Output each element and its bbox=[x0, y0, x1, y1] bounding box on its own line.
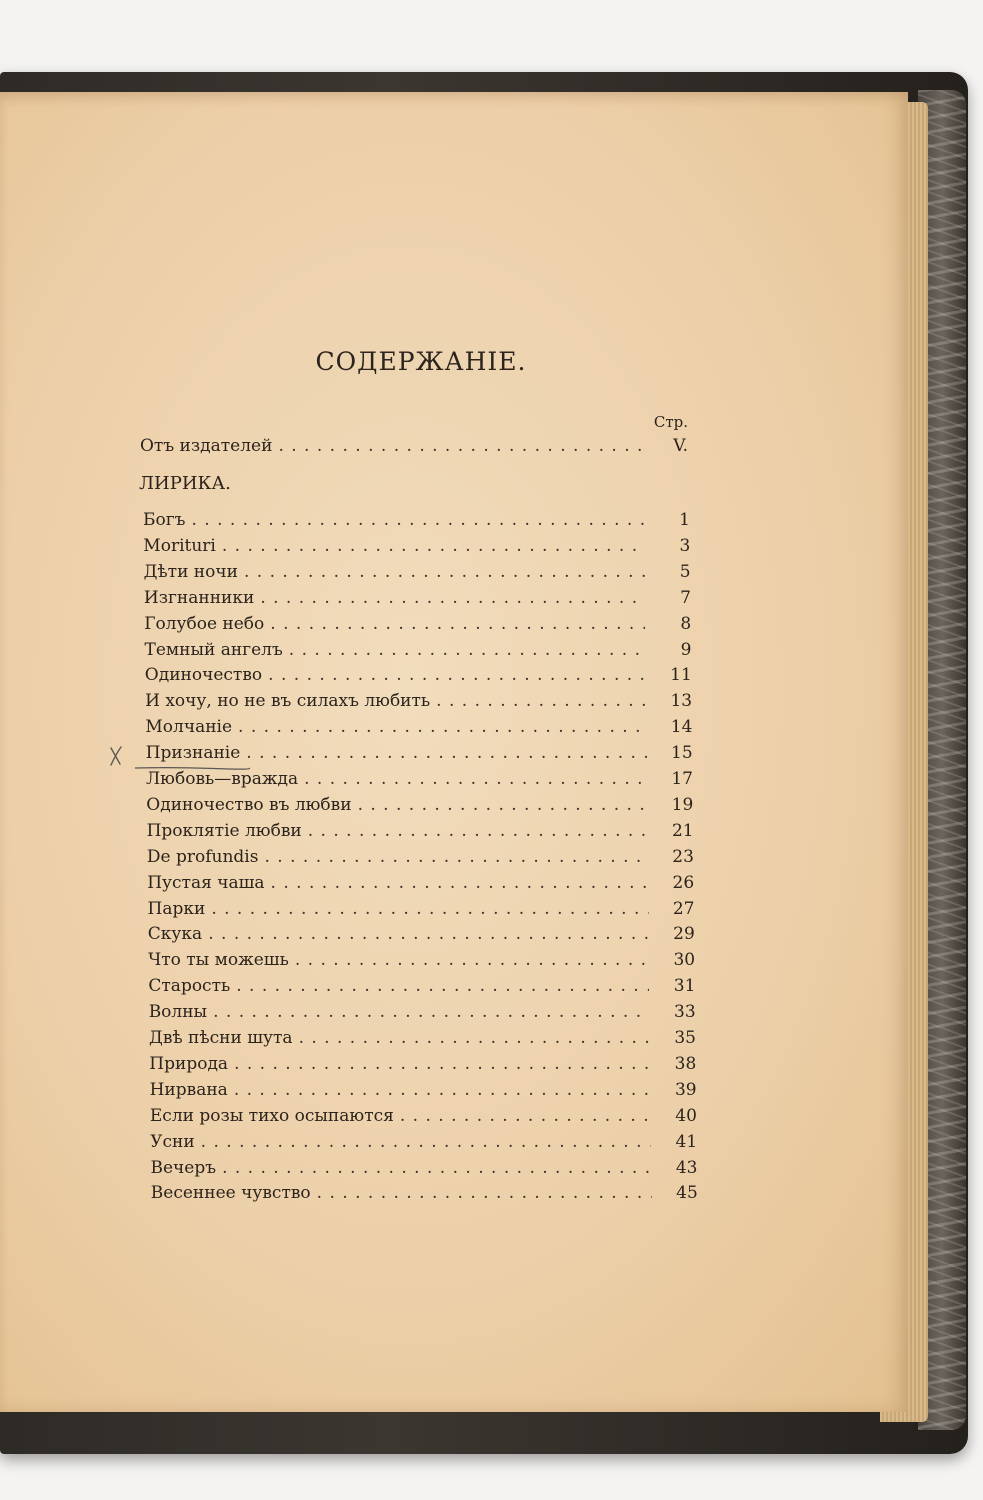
toc-entry-title: Проклятіе любви bbox=[146, 820, 302, 841]
toc-entry bbox=[150, 1132, 697, 1156]
toc-entry-title: Богъ bbox=[143, 510, 186, 530]
toc-entry bbox=[145, 665, 692, 689]
toc-entry-page: 40 bbox=[675, 1105, 697, 1126]
toc-entry-page: 39 bbox=[674, 1079, 697, 1100]
section-heading: ЛИРИКА. bbox=[139, 473, 231, 494]
toc-entry-title: Весеннее чувство bbox=[150, 1183, 311, 1204]
dot-leader bbox=[299, 1028, 650, 1048]
toc-entry-title: Волны bbox=[148, 1002, 208, 1023]
toc-entry-title: Одиночество въ любви bbox=[146, 794, 352, 815]
toc-entry bbox=[144, 614, 691, 638]
toc-entry-page: V. bbox=[673, 436, 688, 456]
toc-entry bbox=[151, 1158, 698, 1182]
toc-entry-title: Молчаніе bbox=[145, 717, 233, 738]
dot-leader bbox=[436, 691, 646, 711]
dot-leader bbox=[191, 510, 644, 530]
toc-entry-page: 23 bbox=[672, 846, 694, 867]
toc-entry bbox=[144, 588, 691, 612]
pencil-mark-icon bbox=[108, 744, 124, 768]
pencil-underline bbox=[134, 766, 250, 770]
toc-entry bbox=[148, 924, 695, 948]
toc-entry-title: Любовь—вражда bbox=[146, 769, 299, 789]
toc-entry bbox=[150, 1080, 697, 1104]
dot-leader bbox=[270, 614, 645, 634]
toc-entry-title: Голубое небо bbox=[144, 613, 265, 634]
toc-entry-page: 19 bbox=[671, 794, 694, 815]
toc-entry bbox=[149, 1054, 696, 1078]
dot-leader bbox=[222, 536, 644, 556]
toc-entry-title: Парки bbox=[147, 898, 206, 919]
toc-entry-title: Отъ издателей bbox=[140, 436, 273, 456]
page-title: СОДЕРЖАНІЕ. bbox=[315, 347, 527, 376]
toc-entry bbox=[147, 821, 694, 845]
toc-entry-title: Скука bbox=[147, 924, 203, 945]
toc-entry-page: 30 bbox=[673, 950, 696, 971]
dot-leader bbox=[244, 562, 645, 582]
toc-entry-page: 9 bbox=[680, 639, 692, 660]
dot-leader bbox=[211, 899, 648, 919]
toc-entry-page: 21 bbox=[671, 820, 694, 841]
page-column-label: Стр. bbox=[653, 413, 688, 431]
toc-entry-page: 14 bbox=[670, 717, 693, 738]
toc-entry bbox=[143, 536, 690, 560]
toc-entry-page: 17 bbox=[671, 769, 693, 789]
toc-entry-title: Что ты можешь bbox=[148, 950, 289, 971]
dot-leader bbox=[264, 847, 647, 867]
dot-leader bbox=[213, 1002, 650, 1022]
dot-leader bbox=[236, 976, 649, 996]
toc-entry-title: Вечеръ bbox=[150, 1157, 217, 1178]
toc-entry-title: Признаніе bbox=[145, 743, 241, 764]
dot-leader bbox=[400, 1106, 651, 1126]
toc-entry bbox=[146, 769, 693, 793]
dot-leader bbox=[304, 769, 647, 789]
toc-entry bbox=[151, 1183, 698, 1207]
dot-leader bbox=[260, 588, 645, 608]
toc-entry-title: Одиночество bbox=[144, 665, 263, 686]
dot-leader bbox=[246, 743, 646, 763]
toc-entry-title: Темный ангелъ bbox=[144, 639, 283, 660]
toc-entry-page: 3 bbox=[679, 535, 691, 556]
toc-entry bbox=[147, 873, 694, 897]
toc-entry-page: 31 bbox=[673, 976, 696, 997]
toc-entry-title: Нирвана bbox=[149, 1079, 228, 1100]
dot-leader bbox=[208, 924, 649, 944]
toc-entry-page: 1 bbox=[679, 510, 690, 530]
toc-entry-page: 35 bbox=[674, 1028, 696, 1048]
toc-entry bbox=[148, 950, 695, 974]
toc-entry-title: Старость bbox=[148, 976, 231, 997]
toc-entry-title: Пустая чаша bbox=[147, 872, 265, 893]
dot-leader bbox=[358, 795, 648, 815]
toc-entry-title: Усни bbox=[150, 1131, 195, 1152]
toc-entry-page: 45 bbox=[676, 1183, 698, 1204]
toc-entry-page: 41 bbox=[675, 1131, 698, 1152]
dot-leader bbox=[278, 436, 642, 456]
toc-entry-page: 33 bbox=[674, 1002, 696, 1023]
dot-leader bbox=[317, 1183, 652, 1203]
toc-entry bbox=[149, 1028, 696, 1052]
toc-entry-title: Изгнанники bbox=[143, 587, 255, 608]
toc-entry bbox=[149, 1002, 696, 1026]
toc-entry bbox=[145, 717, 692, 741]
toc-entry bbox=[145, 640, 692, 664]
toc-entry bbox=[144, 562, 691, 586]
toc-entry bbox=[147, 847, 694, 871]
toc-entry-page: 26 bbox=[672, 872, 695, 893]
toc-entry-page: 27 bbox=[672, 898, 695, 919]
toc-entry bbox=[146, 743, 693, 767]
toc-entry-page: 13 bbox=[670, 691, 693, 712]
toc-entry bbox=[146, 795, 693, 819]
toc-entry bbox=[145, 691, 692, 715]
toc-preface-row bbox=[140, 436, 688, 460]
toc-entry-page: 15 bbox=[671, 743, 693, 764]
toc-entry bbox=[143, 510, 690, 534]
toc-entry-page: 38 bbox=[674, 1053, 697, 1074]
dot-leader bbox=[308, 821, 648, 841]
toc-entry-page: 11 bbox=[670, 665, 692, 686]
toc-entry bbox=[148, 899, 695, 923]
dot-leader bbox=[238, 717, 646, 737]
toc-entry-page: 43 bbox=[675, 1157, 698, 1178]
dot-leader bbox=[201, 1132, 652, 1152]
dot-leader bbox=[271, 873, 649, 893]
toc-entry-title: И хочу, но не въ силахъ любить bbox=[145, 691, 431, 712]
dot-leader bbox=[234, 1080, 651, 1100]
toc-entry-page: 7 bbox=[680, 587, 691, 608]
dot-leader bbox=[268, 665, 646, 685]
toc-entry bbox=[150, 1106, 697, 1130]
toc-entry-title: De profundis bbox=[146, 846, 259, 867]
dot-leader bbox=[222, 1158, 651, 1178]
toc-entry-title: Если розы тихо осыпаются bbox=[149, 1105, 394, 1126]
toc-entry-page: 8 bbox=[680, 613, 692, 634]
toc-entry-title: Двѣ пѣсни шута bbox=[149, 1028, 293, 1048]
toc-entry bbox=[148, 976, 695, 1000]
toc-entry-page: 29 bbox=[673, 924, 695, 945]
toc-entry-page: 5 bbox=[679, 561, 691, 582]
toc-entry-title: Morituri bbox=[143, 535, 216, 556]
dot-leader bbox=[295, 950, 649, 970]
dot-leader bbox=[234, 1054, 650, 1074]
toc-entry-title: Природа bbox=[149, 1053, 229, 1074]
dot-leader bbox=[289, 640, 646, 660]
toc-entry-title: Дѣти ночи bbox=[143, 561, 238, 582]
